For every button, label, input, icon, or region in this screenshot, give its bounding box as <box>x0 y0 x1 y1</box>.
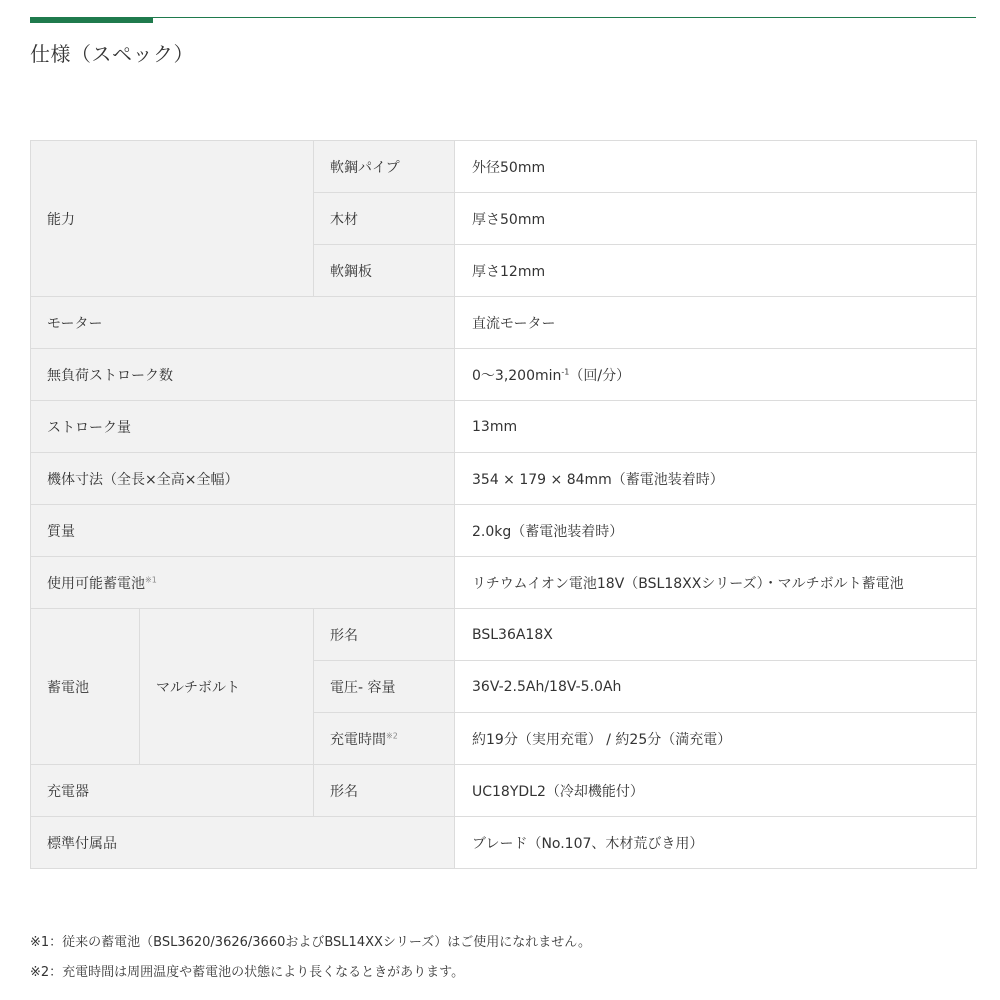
spec-sublabel: 形名 <box>314 765 455 817</box>
table-row <box>31 453 977 505</box>
spec-label-battery-type: マルチボルト <box>140 609 314 765</box>
spec-label-accessories: 標準付属品 <box>31 817 455 869</box>
footnote: ※1：従来の蓄電池（BSL3620/3626/3660およびBSL14XXシリーズ）はご使用になれません。 <box>30 935 592 950</box>
footnote-mark: ※1 <box>145 574 157 584</box>
spec-table <box>30 140 977 869</box>
spec-value: UC18YDL2（冷却機能付） <box>455 765 977 817</box>
spec-label-weight: 質量 <box>31 505 455 557</box>
spec-value: 2.0kg（蓄電池装着時） <box>455 505 977 557</box>
spec-value: 厚さ50mm <box>455 193 977 245</box>
top-divider <box>30 17 976 18</box>
spec-sublabel: 形名 <box>314 609 455 661</box>
spec-value <box>455 349 977 401</box>
spec-sublabel: 電圧- 容量 <box>314 661 455 713</box>
spec-value: 13mm <box>455 401 977 453</box>
spec-label-stroke-length: ストローク量 <box>31 401 455 453</box>
table-row <box>31 765 977 817</box>
table-row <box>31 609 977 661</box>
spec-value: 直流モーター <box>455 297 977 349</box>
table-row <box>31 817 977 869</box>
table-row <box>31 297 977 349</box>
spec-value: リチウムイオン電池18V（BSL18XXシリーズ）・マルチボルト蓄電池 <box>455 557 977 609</box>
spec-value: 厚さ12mm <box>455 245 977 297</box>
spec-label-motor: モーター <box>31 297 455 349</box>
spec-value: 36V-2.5Ah/18V-5.0Ah <box>455 661 977 713</box>
spec-label-charger: 充電器 <box>31 765 314 817</box>
spec-label-capacity: 能力 <box>31 141 314 297</box>
table-row <box>31 505 977 557</box>
spec-label-dimensions: 機体寸法（全長×全高×全幅） <box>31 453 455 505</box>
spec-value: 354 × 179 × 84mm（蓄電池装着時） <box>455 453 977 505</box>
table-row <box>31 401 977 453</box>
table-row <box>31 349 977 401</box>
stroke-unit: （回/分） <box>569 367 631 384</box>
spec-sublabel: 軟鋼パイプ <box>314 141 455 193</box>
footnotes <box>30 932 591 992</box>
table-row <box>31 141 977 193</box>
stroke-exponent: -1 <box>561 366 570 376</box>
stroke-value: 0～3,200min <box>472 367 562 384</box>
spec-sublabel <box>314 713 455 765</box>
charge-time-label: 充電時間 <box>330 731 386 748</box>
footnote: ※2：充電時間は周囲温度や蓄電池の状態により長くなるときがあります。 <box>30 965 465 980</box>
table-row <box>31 557 977 609</box>
spec-value: ブレード（No.107、木材荒びき用） <box>455 817 977 869</box>
spec-sublabel: 木材 <box>314 193 455 245</box>
spec-label-strokes: 無負荷ストローク数 <box>31 349 455 401</box>
spec-sublabel: 軟鋼板 <box>314 245 455 297</box>
usable-battery-label: 使用可能蓄電池 <box>47 575 145 592</box>
spec-value: 約19分（実用充電） / 約25分（満充電） <box>455 713 977 765</box>
top-accent-bar <box>30 17 153 23</box>
page-title: 仕様（スペック） <box>30 42 194 66</box>
spec-value: BSL36A18X <box>455 609 977 661</box>
spec-label-battery: 蓄電池 <box>31 609 140 765</box>
footnote-mark: ※2 <box>386 730 398 740</box>
spec-value: 外径50mm <box>455 141 977 193</box>
spec-label-usable-battery <box>31 557 455 609</box>
